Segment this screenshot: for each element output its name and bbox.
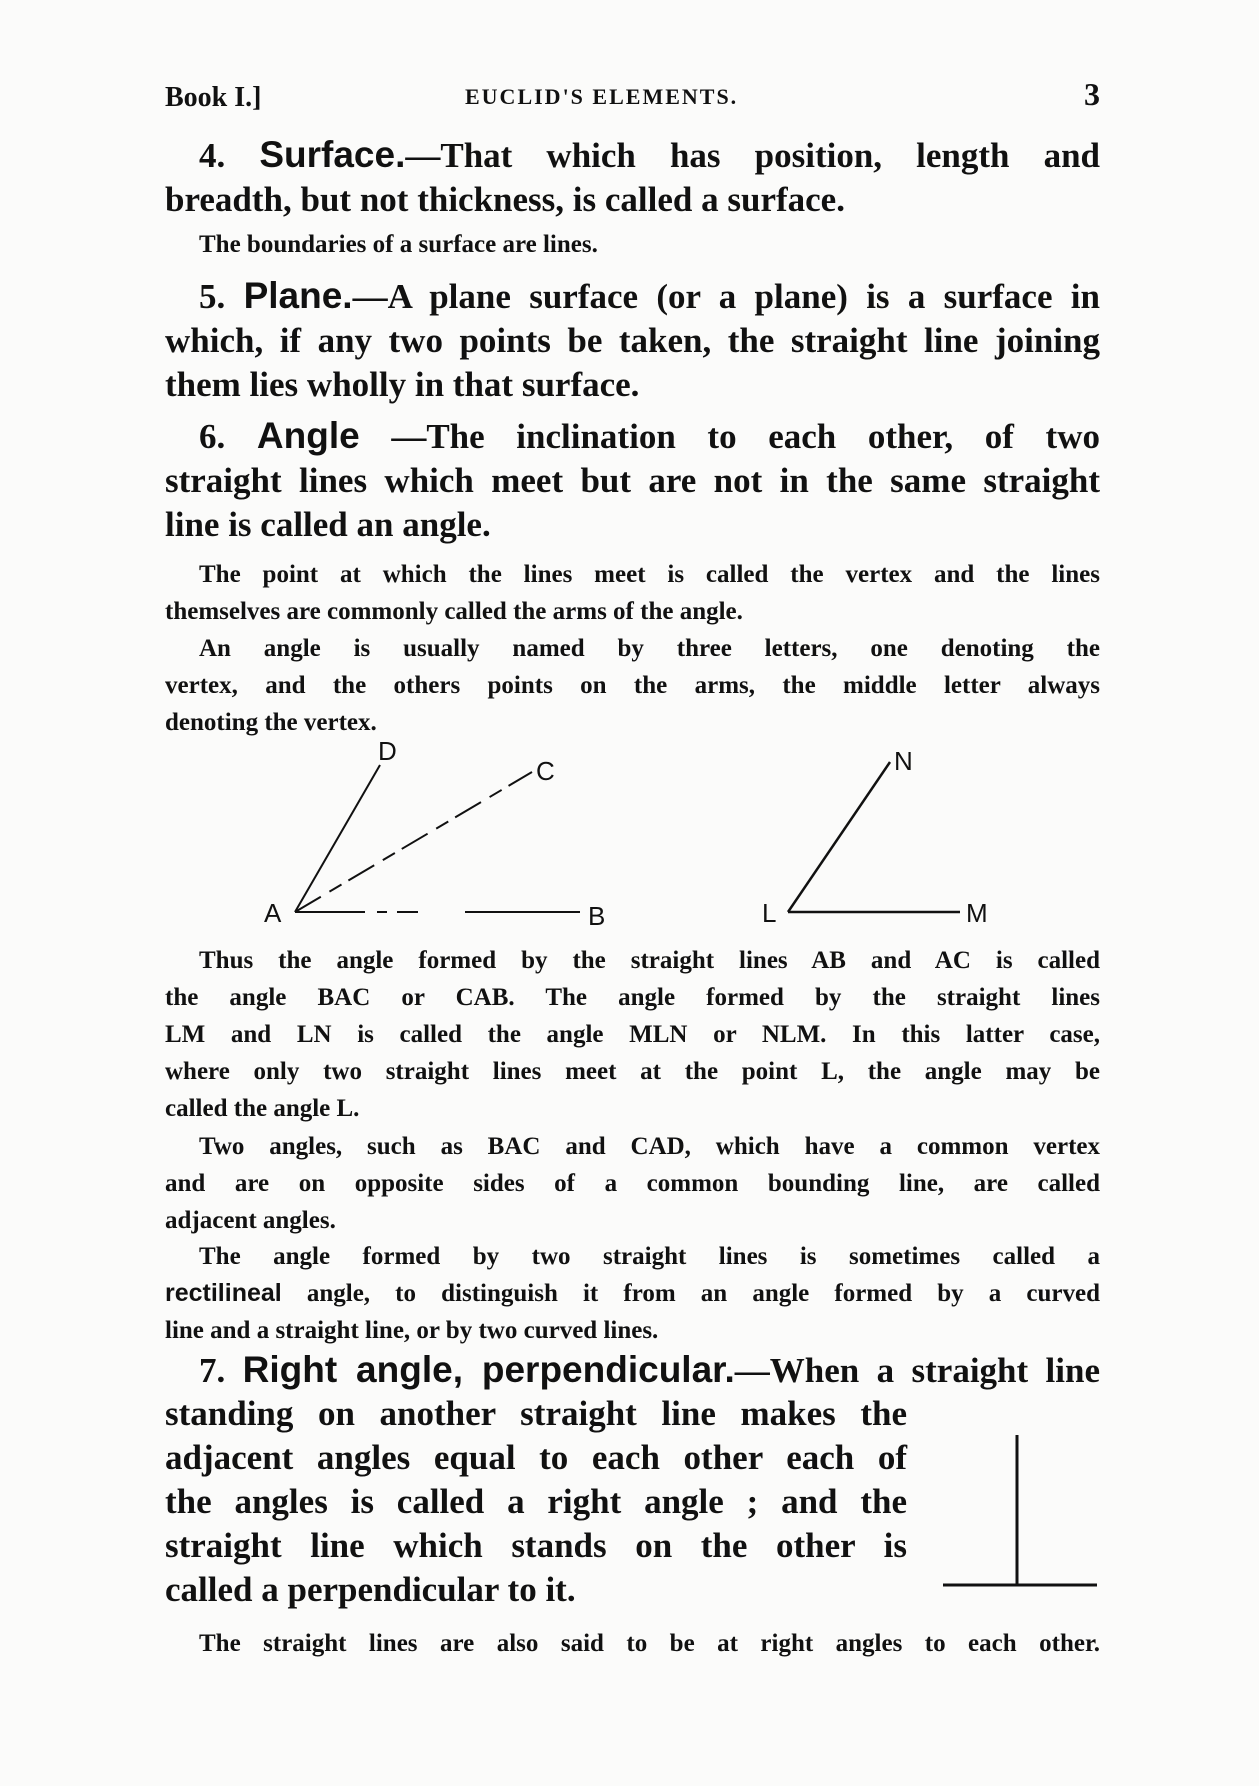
label-b: B	[588, 901, 606, 931]
perpendicular-figure	[935, 1425, 1105, 1595]
definition-5	[165, 274, 1100, 407]
note-text: An angle is usually named by three letters, one denoting the	[199, 635, 1100, 662]
book-reference: Book I.]	[165, 82, 262, 113]
paragraph-text: adjacent angles.	[165, 1207, 336, 1234]
definition-6-note-1	[165, 556, 1100, 630]
paragraph-text: called the angle L.	[165, 1095, 360, 1122]
definition-term: Angle	[256, 415, 360, 456]
paragraph-text: LM and LN is called the angle MLN or NLM. In this latter case,	[165, 1021, 1100, 1048]
note-text: The straight lines are also said to be at right angles to each other.	[199, 1630, 1100, 1657]
paragraph-text: The angle formed by two straight lines is sometimes called a	[199, 1243, 1100, 1270]
note-text: The point at which the lines meet is called the vertex and the lines	[199, 561, 1100, 588]
paragraph-text: Thus the angle formed by the straight lines AB and AC is called	[199, 947, 1100, 974]
definition-text: —A plane surface (or a plane) is a surface in	[352, 277, 1100, 316]
definition-7	[165, 1348, 1100, 1393]
definition-text: —That which has position, length and	[405, 136, 1100, 175]
definition-number: 7.	[199, 1351, 226, 1390]
definition-text: —When a straight line	[734, 1351, 1100, 1390]
note-text: The boundaries of a surface are lines.	[199, 231, 598, 258]
definition-term: Plane.	[243, 275, 353, 316]
definition-text-line: standing on another straight line makes the	[165, 1394, 907, 1433]
definition-number: 6.	[199, 417, 226, 456]
running-header	[165, 72, 1100, 116]
definition-text-line: straight line which stands on the other is	[165, 1526, 907, 1565]
label-m: M	[966, 898, 988, 928]
definition-text-line: line is called an angle.	[165, 505, 491, 544]
explanation-paragraph-2	[165, 1128, 1100, 1239]
label-n: N	[894, 746, 913, 776]
definition-term: Surface.	[259, 134, 406, 175]
definition-7-note	[165, 1625, 1100, 1662]
angle-figure	[250, 740, 1010, 940]
definition-number: 5.	[199, 277, 226, 316]
label-d: D	[378, 740, 397, 766]
definition-text-line: them lies wholly in that surface.	[165, 365, 640, 404]
paragraph-text: the angle BAC or CAB. The angle formed by the straight lines	[165, 984, 1100, 1011]
line-ln	[788, 762, 890, 912]
definition-text-line: called a perpendicular to it.	[165, 1570, 576, 1609]
note-text: vertex, and the others points on the arms, the middle letter always	[165, 672, 1100, 699]
definition-4-note	[199, 226, 1100, 263]
definition-text-line: straight lines which meet but are not in the same straight	[165, 461, 1100, 500]
label-c: C	[536, 756, 555, 786]
definition-term: Right angle, perpendicular.	[242, 1349, 735, 1390]
paragraph-text: Two angles, such as BAC and CAD, which have a common vertex	[199, 1133, 1100, 1160]
paragraph-text: angle, to distinguish it from an angle formed by a curved	[281, 1280, 1100, 1307]
definition-number: 4.	[199, 136, 226, 175]
note-text: denoting the vertex.	[165, 709, 377, 736]
line-ac	[295, 772, 532, 912]
note-text: themselves are commonly called the arms of the angle.	[165, 598, 743, 625]
explanation-paragraph-1	[165, 942, 1100, 1127]
definition-text: —The inclination to each other, of two	[391, 417, 1100, 456]
paragraph-text: line and a straight line, or by two curved lines.	[165, 1317, 659, 1344]
definition-7-body	[165, 1392, 907, 1612]
definition-6-note-2	[165, 630, 1100, 741]
definition-4	[165, 133, 1100, 222]
label-l: L	[762, 898, 777, 928]
paragraph-text: and are on opposite sides of a common bounding line, are called	[165, 1170, 1100, 1197]
line-ad	[295, 765, 380, 912]
definition-text-line: which, if any two points be taken, the straight line joining	[165, 321, 1100, 360]
page-number: 3	[1084, 76, 1100, 112]
term-rectilineal: rectilineal	[165, 1279, 282, 1307]
running-title: EUCLID'S ELEMENTS.	[465, 84, 739, 109]
label-a: A	[264, 898, 282, 928]
definition-text-line: adjacent angles equal to each other each of	[165, 1438, 907, 1477]
paragraph-text: where only two straight lines meet at the point L, the angle may be	[165, 1058, 1100, 1085]
definition-text-line: the angles is called a right angle ; and the	[165, 1482, 907, 1521]
definition-6	[165, 414, 1100, 547]
explanation-paragraph-3	[165, 1238, 1100, 1349]
definition-text-line: breadth, but not thickness, is called a surface.	[165, 180, 845, 219]
